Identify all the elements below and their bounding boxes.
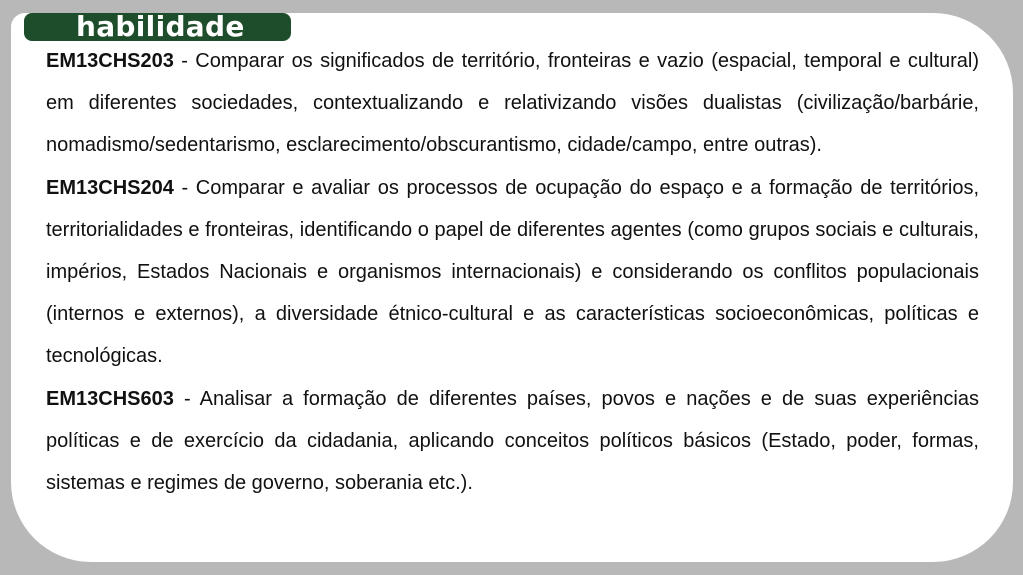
skill-item	[46, 40, 979, 167]
section-title: habilidade	[76, 10, 245, 43]
skill-description: - Analisar a formação de diferentes países, povos e nações e de suas experiências políticas e de exercício da cidadania, aplicando conceitos políticos básicos (Estado, poder, formas, sistemas e regimes de governo, soberania etc.).	[46, 387, 979, 495]
skill-description: - Comparar os significados de território, fronteiras e vazio (espacial, temporal e cultural) em diferentes sociedades, contextualizando e relativizando visões dualistas (civilização/barbárie, nomadismo/sedentarismo, esclarecimento/obscurantismo, cidade/campo, entre outras).	[46, 50, 979, 157]
skill-item	[46, 378, 979, 505]
skills-list	[46, 40, 979, 504]
section-title-tag	[24, 10, 291, 43]
skill-code: EM13CHS203	[46, 50, 174, 72]
skill-item	[46, 167, 979, 378]
skill-description: - Comparar e avaliar os processos de ocupação do espaço e a formação de territórios, territorialidades e fronteiras, identificando o papel de diferentes agentes (como grupos sociais e culturais, impérios, Estados Nacionais e organismos internacionais) e considerando os conflitos populacionais (internos e externos), a diversidade étnico-cultural e as características socioeconômicas, políticas e tecnológicas.	[46, 176, 979, 368]
skill-code: EM13CHS603	[46, 387, 174, 410]
skill-code: EM13CHS204	[46, 176, 174, 199]
